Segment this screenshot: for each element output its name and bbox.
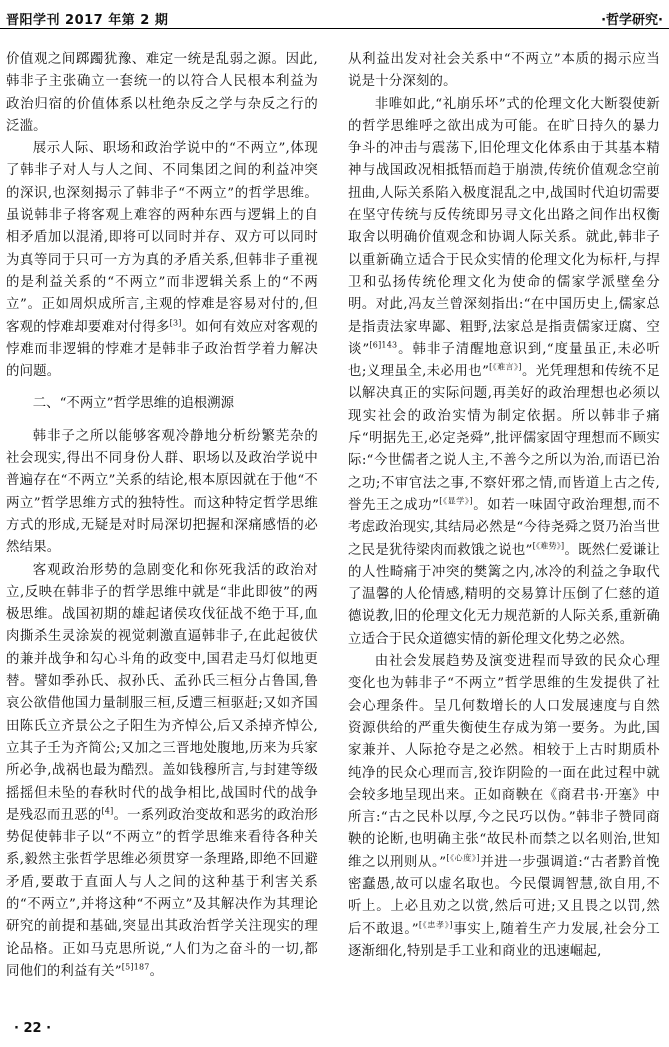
- citation: [5]187: [121, 962, 150, 972]
- citation: [《难势》]: [532, 541, 565, 551]
- citation: [《显学》]: [439, 496, 473, 506]
- citation: [6]143: [369, 340, 398, 350]
- paragraph: 从利益出发对社会关系中“不两立”本质的揭示应当说是十分深刻的。: [348, 52, 660, 90]
- section-heading: 二、“不两立”哲学思维的追根溯源: [32, 396, 234, 412]
- paragraph: 展示人际、职场和政治学说中的“不两立”,体现了韩非子对人与人之间、不同集团之间的利益冲突的深识,也深刻揭示了韩非子“不两立”的哲学思维。虽说韩非子将客观上难容的两种东西与逻辑上的自相矛盾加以混淆,即将可以同时并存、双方可以同时为真等同于只可一方为真的矛盾关系,但韩非子重视的是利益关系的“不两立”而非逻辑关系上的“不两立”。正如周炽成所言,主观的悖难是容易对付的,但客观的悖难却要难对付得多[3]。如何有效应对客观的悖难而非逻辑的悖难才是韩非子政治哲学着力解决的问题。: [6, 141, 318, 380]
- citation: [4]: [101, 806, 114, 816]
- paragraph: 客观政治形势的急剧变化和你死我活的政治对立,反映在韩非子的哲学思维中就是“非此即彼”的两极思维。战国初期的雄起诸侯攻伐征战不绝于耳,血肉撕杀生灵涂炭的视觉刺激直逼韩非子,在此起彼伏的兼并战争和勾心斗角的政变中,国君走马灯似地更替。譬如季孙氏、叔孙氏、孟孙氏三桓分占鲁国,鲁哀公欲借他国力量制服三桓,反遭三桓驱赶;又如齐国田陈氏立齐景公之子阳生为齐悼公,后又杀掉齐悼公,立其子壬为齐简公;又加之三晋地处腹地,历来为兵家所必争,战祸也最为酷烈。盖如钱穆所言,与封建等级摇摇但未坠的春秋时代的战争相比,战国时代的战争是残忍而丑恶的[4]。一系列政治变故和恶劣的政治形势促使韩非子以“不两立”的哲学思维来看待各种关系,毅然主张哲学思维必须贯穿一条理路,即绝不回避矛盾,要敢于直面人与人之间的这种基于利害关系的“不两立”,并将这种“不两立”及其解决作为其理论研究的前提和基础,突显出其政治哲学关注现实的理论品格。正如马克思所说,“人们为之奋斗的一切,都同他们的利益有关”$^{[5]187}$。: [6, 562, 318, 979]
- citation: [《难言》]: [489, 362, 522, 372]
- journal-title: 晋阳学刊 2017 年第 2 期: [6, 13, 169, 28]
- right-column: [348, 49, 660, 1007]
- paragraph: 韩非子之所以能够客观冷静地分析纷繁芜杂的社会现实,得出不同身份人群、职场以及政治学说中普遍存在“不两立”关系的结论,根本原因就在于他“不两立”哲学思维方式的独特性。而这种特定哲学思维方式的形成,无疑是对时局深切把握和深痛感悟的必然结果。: [6, 428, 318, 556]
- paragraph: 由社会发展趋势及演变进程而导致的民众心理变化也为韩非子“不两立”哲学思维的生发提供了社会心理条件。呈几何数增长的人口发展速度与自然资源供给的严重失衡使生存成为第一要务。为此,国家兼并、人际抢夺是之必然。相较于上古时期质朴纯净的民众心理而言,狡诈阴险的一面在此过程中就会较多地呈现出来。正如商鞅在《商君书·开塞》中所言:“古之民朴以厚,今之民巧以伪。”韩非子赞同商鞅的论断,也明确主张“故民朴而禁之以名则治,世知维之以刑则从。”[《心度》]并进一步强调道:“古者黔首悗密蠢愚,故可以虚名取也。今民儇调智慧,欲自用,不听上。上必且劝之以赏,然后可进;又且畏之以罚,然后不敢退。”[《忠孝》]事实上,随着生产力发展,社会分工逐渐细化,特别是手工业和商业的迅速崛起,: [348, 654, 660, 959]
- citation: [《忠孝》]: [418, 920, 453, 930]
- page-number: · 22 ·: [14, 1021, 52, 1036]
- left-column: [6, 49, 318, 1007]
- section-label: ·哲学研究·: [601, 13, 663, 28]
- citation: [3]: [169, 318, 182, 328]
- paragraph: 价值观之间踯躅犹豫、难定一统是乱弱之源。因此,韩非子主张确立一套统一的以符合人民根本利益为政治归宿的价值体系以杜绝杂反之学与杂反之行的泛滥。: [6, 52, 318, 134]
- citation: [《心度》]: [446, 853, 480, 863]
- running-header: [0, 0, 669, 29]
- paragraph: 非唯如此,“礼崩乐坏”式的伦理文化大断裂使新的哲学思维呼之欲出成为可能。在旷日持久的暴力争斗的冲击与震荡下,旧伦理文化体系由于其基本精神与战国政况相抵牾而趋于崩溃,传统价值观念空前扭曲,人际关系陷入极度混乱之中,战国时代迫切需要在坚守传统与反传统即另寻文化出路之间作出权衡取舍以明确价值观念和协调人际关系。就此,韩非子以重新确立适合于民众实情的伦理文化为标杆,与捍卫和弘扬传统伦理文化为使命的儒家学派壁垒分明。对此,冯友兰曾深刻指出:“在中国历史上,儒家总是指责法家卑鄙、粗野,法家总是指责儒家迂腐、空谈”$^{[6]143}$。韩非子清醒地意识到,“度量虽正,未必听也;义理虽全,未必用也”[《难言》]。光凭理想和传统不足以解决真正的实际问题,再美好的政治理想也必须以现实社会的政治实情为制定依据。所以韩非子痛斥“明据先王,必定尧舜”,批评儒家固守理想而不顾实际:“今世儒者之说人主,不善今之所以为治,而语已治之功;不审官法之事,不察奸邪之情,而皆道上古之传,誉先王之成功”[《显学》]。如若一味固守政治理想,而不考虑政治现实,其结局必然是“今待尧舜之贤乃治当世之民是犹待梁肉而救饿之说也”[《难势》]。既然仁爱谦让的人性畸痛于冲突的樊篱之内,冰冷的利益之争取代了温馨的人伦情感,精明的交易算计压倒了仁慈的道德说教,旧的伦理文化无力规范新的人际关系,重新确立适合于民众道德实情的新伦理文化势之必然。: [348, 96, 660, 647]
